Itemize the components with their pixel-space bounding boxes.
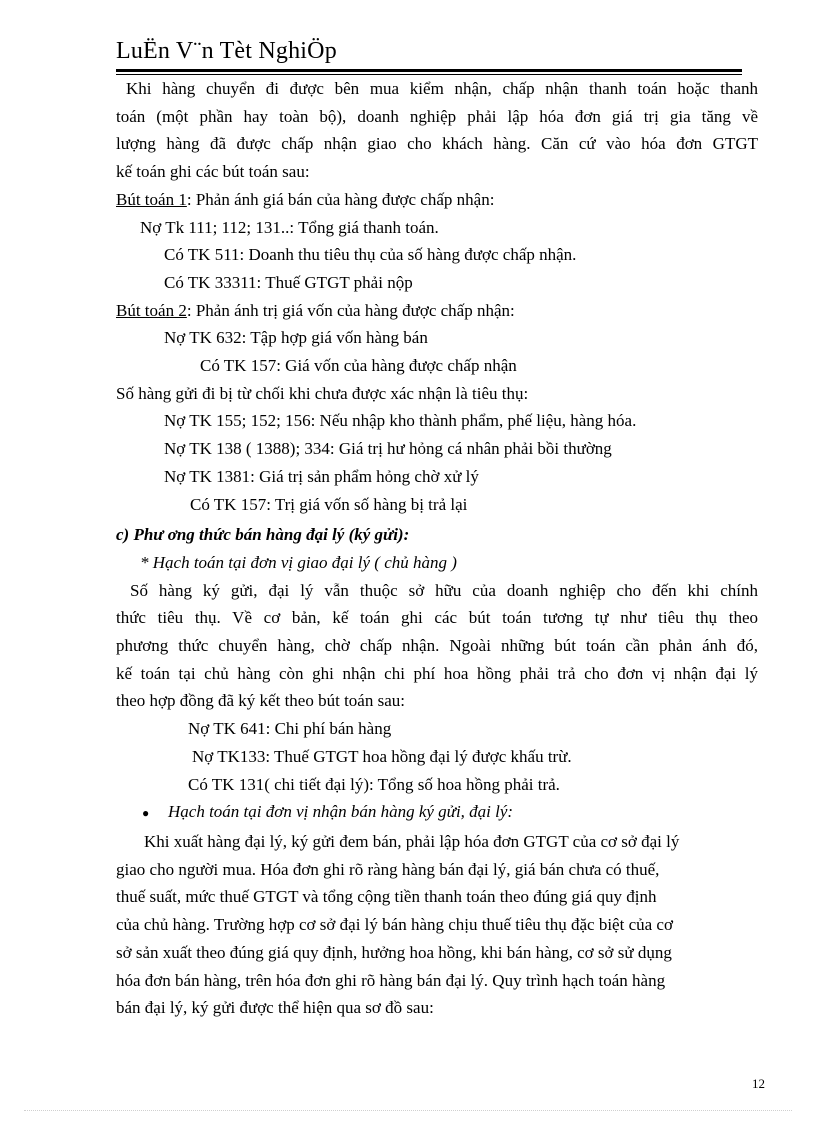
returned-goods-intro: Số hàng gửi đi bị từ chối khi chưa được xác nhận là tiêu thụ: — [116, 383, 529, 403]
sub-heading-consignor: * Hạch toán tại đơn vị giao đại lý ( chủ hàng ) — [140, 552, 457, 572]
but-toan-1-label: Bút toán 1 — [116, 189, 187, 209]
paragraph-1-line-3: lượng hàng đã được chấp nhận giao cho khách hàng. Căn cứ vào hóa đơn GTGT — [116, 134, 758, 154]
paragraph-2-line-5: theo hợp đồng đã ký kết theo bút toán sau: — [116, 691, 405, 711]
page-bottom-dotted-border — [24, 1110, 792, 1111]
entry-line: Nợ TK 641: Chi phí bán hàng — [188, 719, 392, 739]
paragraph-2-line-1: Số hàng ký gửi, đại lý vẫn thuộc sở hữu của doanh nghiệp cho đến khi chính — [130, 580, 758, 600]
paragraph-2-line-3: phương thức chuyển hàng, chờ chấp nhận. Ngoài những bút toán cần phản ánh đó, — [116, 636, 758, 656]
paragraph-3-line-4: của chủ hàng. Trường hợp cơ sở đại lý bán hàng chịu thuế tiêu thụ đặc biệt của cơ — [116, 915, 673, 935]
paragraph-3-line-6: hóa đơn bán hàng, trên hóa đơn ghi rõ hàng bán đại lý. Quy trình hạch toán hàng — [116, 970, 666, 990]
entry-line: Nợ TK 632: Tập hợp giá vốn hàng bán — [164, 328, 428, 348]
paragraph-3-line-7: bán đại lý, ký gửi được thể hiện qua sơ đồ sau: — [116, 998, 434, 1018]
but-toan-2-label: Bút toán 2 — [116, 300, 187, 320]
but-toan-2-heading — [116, 297, 758, 325]
entry-line: Nợ TK 155; 152; 156: Nếu nhập kho thành phẩm, phế liệu, hàng hóa. — [164, 411, 637, 431]
section-c-heading: c) Phư ơng thức bán hàng đại lý (ký gửi): — [116, 525, 410, 545]
page-number: 12 — [752, 1076, 765, 1091]
entry-line: Nợ TK 138 ( 1388); 334: Giá trị hư hỏng cá nhân phải bồi thường — [164, 439, 612, 459]
entry-line: Có TK 33311: Thuế GTGT phải nộp — [164, 272, 413, 292]
entry-line: Có TK 511: Doanh thu tiêu thụ của số hàng được chấp nhận. — [164, 245, 577, 265]
entry-line: Có TK 157: Trị giá vốn số hàng bị trả lại — [190, 494, 468, 514]
paragraph-3-line-5: sở sản xuất theo đúng giá quy định, hưởng hoa hồng, khi bán hàng, cơ sở sử dụng — [116, 942, 672, 962]
entry-line: Nợ TK133: Thuế GTGT hoa hồng đại lý được khấu trừ. — [192, 746, 572, 766]
entry-line: Nợ TK 1381: Giá trị sản phẩm hỏng chờ xử lý — [164, 466, 479, 486]
paragraph-3-line-2: giao cho người mua. Hóa đơn ghi rõ ràng hàng bán đại lý, giá bán chưa có thuế, — [116, 859, 660, 879]
document-body — [116, 75, 758, 1022]
sub-heading-agent: Hạch toán tại đơn vị nhận bán hàng ký gửi, đại lý: — [168, 802, 514, 822]
entry-line: Nợ Tk 111; 112; 131..: Tổng giá thanh toán. — [140, 217, 439, 237]
paragraph-2-line-4: kế toán tại chủ hàng còn ghi nhận chi phí hoa hồng phải trả cho đơn vị nhận đại lý — [116, 663, 758, 683]
paragraph-1-line-2: toán (một phần hay toàn bộ), doanh nghiệp phải lập hóa đơn giá trị gia tăng về — [116, 106, 758, 126]
paragraph-2-line-2: thức tiêu thụ. Về cơ bản, kế toán ghi các bút toán tương tự như tiêu thụ theo — [116, 608, 758, 628]
paragraph-1-line-1: Khi hàng chuyển đi được bên mua kiểm nhận, chấp nhận thanh toán hoặc thanh — [126, 79, 758, 98]
paragraph-3-line-1: Khi xuất hàng đại lý, ký gửi đem bán, phải lập hóa đơn GTGT của cơ sở đại lý — [144, 831, 680, 851]
paragraph-3-line-3: thuế suất, mức thuế GTGT và tổng cộng tiền thanh toán theo đúng giá quy định — [116, 887, 657, 907]
bullet-icon: ● — [142, 806, 150, 821]
paragraph-1-line-4: kế toán ghi các bút toán sau: — [116, 162, 310, 182]
entry-line: Có TK 157: Giá vốn của hàng được chấp nhận — [200, 356, 517, 376]
but-toan-2-text: : Phản ánh trị giá vốn của hàng được chấp nhận: — [186, 300, 515, 320]
entry-line: Có TK 131( chi tiết đại lý): Tổng số hoa hồng phải trả. — [188, 774, 560, 794]
but-toan-1-text: : Phản ánh giá bán của hàng được chấp nhận: — [186, 189, 495, 209]
header-rule-thick — [116, 69, 742, 72]
but-toan-1-heading — [116, 186, 758, 214]
sub-heading-agent-row — [116, 798, 758, 828]
page-header-title: LuËn V¨n Tèt NghiÖp — [116, 38, 337, 64]
